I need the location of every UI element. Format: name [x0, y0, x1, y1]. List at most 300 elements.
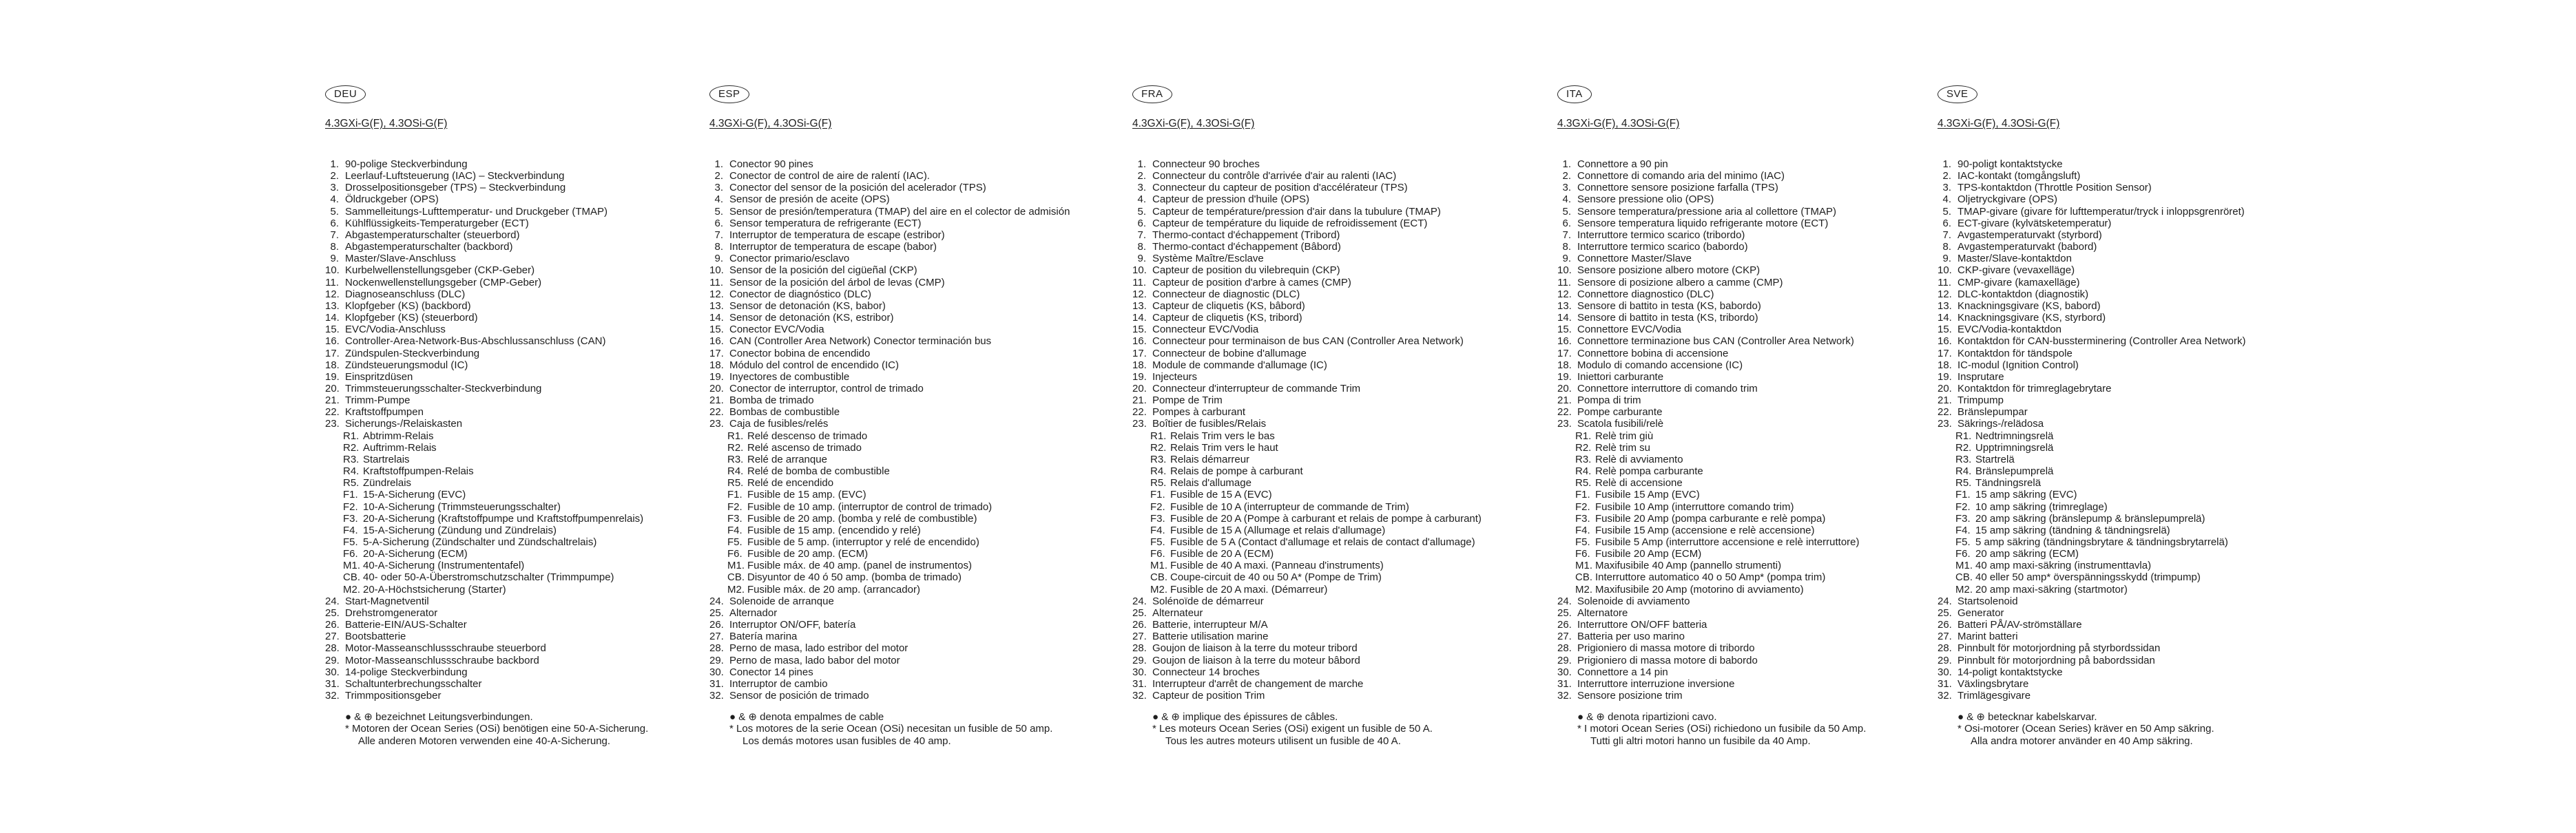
legend-number: 15.: [1132, 324, 1147, 336]
legend-item: [325, 241, 711, 253]
legend-number: 22.: [1557, 406, 1572, 419]
legend-text: Pompa di trim: [1577, 394, 1641, 407]
legend-text: Connettore EVC/Vodia: [1577, 324, 1681, 336]
legend-item: [325, 229, 711, 241]
legend-text: Alternateur: [1152, 607, 1203, 619]
legend-number: 1.: [1562, 158, 1571, 170]
legend-text: Fusible de 5 A (Contact d'allumage et relais de contact d'allumage): [1170, 536, 1475, 548]
legend-subitem: [709, 536, 1095, 548]
legend-text: Pompe de Trim: [1152, 394, 1223, 407]
legend-subitem: [1132, 454, 1518, 465]
legend-number: 15.: [1557, 324, 1572, 336]
legend-number: 29.: [325, 654, 340, 666]
legend-item: [709, 182, 1095, 193]
legend-number: 7.: [330, 229, 339, 241]
legend-number: 19.: [709, 370, 724, 383]
legend-text: Connettore interruttore di comando trim: [1577, 382, 1758, 394]
legend-item: [325, 678, 711, 690]
legend-item: [325, 631, 711, 642]
fuse-note: * Osi-motorer (Ocean Series) kräver en 50 Amp säkring.: [1957, 723, 2214, 735]
legend-item: [325, 394, 711, 406]
legend-text: Sensore temperatura liquido refrigerante motore (ECT): [1577, 217, 1829, 229]
legend-text: Drosselpositionsgeber (TPS) – Steckverbindung: [345, 182, 566, 194]
legend-number: 3.: [1942, 182, 1951, 194]
legend-text: Interruptor de temperatura de escape (babor): [729, 241, 937, 253]
legend-text: Relè di accensione: [1595, 477, 1683, 489]
legend-number: 14.: [1557, 312, 1572, 324]
fuse-note: * Motoren der Ocean Series (OSi) benötigen eine 50-A-Sicherung.: [345, 723, 649, 735]
legend-number: 17.: [325, 347, 340, 359]
legend-number: 21.: [325, 394, 340, 407]
legend-text: Sensor de la posición del árbol de levas (CMP): [729, 276, 945, 288]
legend-number: 21.: [709, 394, 724, 407]
legend-number: 1.: [1137, 158, 1146, 170]
legend-item: [1938, 312, 2323, 324]
legend-text: 20-A-Sicherung (Kraftstoffpumpe und Kraftstoffpumpenrelais): [363, 512, 644, 525]
legend-text: Bombas de combustible: [729, 406, 840, 419]
legend-item: [709, 241, 1095, 253]
legend-number: 30.: [1557, 666, 1572, 678]
legend-number: 16.: [1132, 335, 1147, 348]
legend-text: Connettore a 90 pin: [1577, 158, 1668, 170]
legend-number: 27.: [1557, 631, 1572, 643]
legend-number: 3.: [1562, 182, 1571, 194]
legend-item: [709, 206, 1095, 218]
legend-text: TMAP-givare (givare för lufttemperatur/tryck i inloppsgrenröret): [1957, 205, 2245, 218]
legend-item: [325, 277, 711, 288]
legend-item: [325, 253, 711, 264]
legend-number: 20.: [709, 382, 724, 394]
legend-number: 7.: [1942, 229, 1951, 241]
legend-text: IAC-kontakt (tomgångsluft): [1957, 170, 2081, 182]
legend-number: 4.: [1137, 193, 1146, 206]
legend-number: F6.: [343, 548, 358, 560]
legend-number: 18.: [709, 359, 724, 371]
legend-text: Relé de encendido: [747, 477, 834, 489]
legend-text: Sensor de presión/temperatura (TMAP) del aire en el colector de admisión: [729, 205, 1070, 218]
legend-number: CB.: [1575, 571, 1593, 584]
legend-number: 13.: [1557, 299, 1572, 312]
language-badge: ITA: [1557, 85, 1592, 103]
legend-number: 30.: [1132, 666, 1147, 678]
legend-text: Capteur de température du liquide de refroidissement (ECT): [1152, 217, 1428, 229]
legend-item: [325, 206, 711, 218]
legend-number: 10.: [1132, 264, 1147, 277]
legend-subitem: [709, 477, 1095, 489]
legend-item: [1938, 666, 2323, 678]
legend-number: F3.: [343, 512, 358, 525]
legend-number: 22.: [709, 406, 724, 419]
legend-text: Connecteur d'interrupteur de commande Trim: [1152, 382, 1361, 394]
legend-text: Abtrimm-Relais: [363, 430, 434, 442]
legend-number: 7.: [1562, 229, 1571, 241]
legend-item: [1557, 158, 1943, 170]
legend-number: 20.: [1557, 382, 1572, 394]
legend-item: [1557, 229, 1943, 241]
legend-text: Bomba de trimado: [729, 394, 814, 407]
legend-item: [325, 371, 711, 383]
legend-item: [1938, 324, 2323, 335]
legend-number: 19.: [1132, 370, 1147, 383]
legend-subitem: [325, 513, 711, 525]
legend-number: 32.: [1132, 690, 1147, 702]
legend-text: Connecteur du contrôle d'arrivée d'air au ralenti (IAC): [1152, 170, 1397, 182]
legend-item: [1938, 335, 2323, 347]
legend-text: Batteria per uso marino: [1577, 631, 1685, 643]
legend-item: [325, 655, 711, 666]
legend-number: 22.: [1938, 406, 1952, 419]
legend-number: 8.: [714, 241, 723, 253]
legend-item: [1557, 218, 1943, 229]
legend-item: [325, 193, 711, 205]
legend-text: Sensore di posizione albero a camme (CMP): [1577, 276, 1783, 288]
legend-number: 32.: [325, 690, 340, 702]
legend-number: 25.: [1132, 607, 1147, 619]
legend-item: [1132, 383, 1518, 394]
legend-item: [1557, 253, 1943, 264]
legend-item: [1938, 418, 2323, 430]
legend-number: F5.: [1955, 536, 1971, 548]
legend-number: 4.: [714, 193, 723, 206]
legend-subitem: [1557, 584, 1943, 595]
legend-number: R4.: [1575, 465, 1592, 478]
legend-subitem: [1938, 525, 2323, 536]
legend-text: Module de commande d'allumage (IC): [1152, 359, 1327, 371]
legend-text: Diagnoseanschluss (DLC): [345, 288, 466, 300]
legend-number: F2.: [1955, 500, 1971, 513]
legend-item: [709, 218, 1095, 229]
legend-text: Sensore di battito in testa (KS, babordo): [1577, 299, 1761, 312]
legend-item: [1557, 655, 1943, 666]
legend-item: [325, 335, 711, 347]
legend-text: Fusibile 15 Amp (EVC): [1595, 489, 1700, 501]
legend-text: Sensor de presión de aceite (OPS): [729, 193, 890, 206]
legend-item: [325, 666, 711, 678]
legend-subitem: [1557, 430, 1943, 442]
legend-number: 28.: [1132, 642, 1147, 655]
legend-text: 10-A-Sicherung (Trimmsteuerungsschalter): [363, 500, 561, 513]
legend-item: [1938, 218, 2323, 229]
legend-text: Fusible de 40 A maxi. (Panneau d'instruments): [1170, 560, 1384, 572]
legend-subitem: [1132, 513, 1518, 525]
legend-number: 2.: [330, 170, 339, 182]
legend-number: 18.: [325, 359, 340, 371]
legend-item: [709, 595, 1095, 607]
legend-number: 23.: [325, 418, 340, 430]
legend-text: Système Maître/Esclave: [1152, 253, 1264, 265]
legend-item: [1557, 607, 1943, 619]
legend-number: 3.: [1137, 182, 1146, 194]
legend-text: Relais de pompe à carburant: [1170, 465, 1303, 478]
legend-number: R5.: [1955, 477, 1972, 489]
legend-number: R3.: [1575, 453, 1592, 465]
legend-item: [1557, 170, 1943, 182]
legend-number: 15.: [1938, 324, 1952, 336]
legend-text: Relè pompa carburante: [1595, 465, 1703, 478]
legend-item: [1557, 193, 1943, 205]
legend-number: 8.: [1942, 241, 1951, 253]
legend-text: Batteri PÅ/AV-strömställare: [1957, 619, 2082, 631]
legend-number: 9.: [330, 253, 339, 265]
legend-text: Scatola fusibili/relè: [1577, 418, 1664, 430]
legend-number: R2.: [1150, 441, 1167, 454]
legend-text: Växlingsbrytare: [1957, 677, 2029, 690]
legend-number: M1.: [1575, 560, 1593, 572]
legend-subitem: [1132, 525, 1518, 536]
legend-text: Conector de interruptor, control de trimado: [729, 382, 924, 394]
legend-text: Maxifusibile 40 Amp (pannello strumenti): [1595, 560, 1782, 572]
legend-subitem: [1132, 501, 1518, 513]
legend-number: F2.: [1575, 500, 1590, 513]
legend-text: Knackningsgivare (KS, styrbord): [1957, 312, 2106, 324]
legend-text: Conector EVC/Vodia: [729, 324, 824, 336]
legend-text: Prigioniero di massa motore di babordo: [1577, 654, 1758, 666]
legend-number: F6.: [1150, 548, 1165, 560]
legend-subitem: [709, 560, 1095, 571]
legend-text: Zündspulen-Steckverbindung: [345, 347, 480, 359]
legend-text: Upptrimningsrelä: [1975, 441, 2054, 454]
legend-number: 12.: [709, 288, 724, 300]
legend-text: Conector bobina de encendido: [729, 347, 871, 359]
footnotes: [1132, 711, 1518, 746]
legend-list: [325, 158, 711, 702]
legend-text: CMP-givare (kamaxelläge): [1957, 276, 2080, 288]
legend-item: [1132, 394, 1518, 406]
legend-item: [709, 394, 1095, 406]
legend-item: [1938, 595, 2323, 607]
legend-item: [1938, 193, 2323, 205]
legend-number: M2.: [1575, 583, 1593, 595]
legend-subitem: [709, 571, 1095, 583]
legend-text: Fusible de 20 A maxi. (Démarreur): [1170, 583, 1328, 595]
legend-text: Trimmpositionsgeber: [345, 690, 442, 702]
legend-item: [1557, 206, 1943, 218]
column-deu: [325, 85, 711, 747]
legend-number: R3.: [1955, 453, 1972, 465]
legend-text: Connettore Master/Slave: [1577, 253, 1692, 265]
legend-number: 4.: [330, 193, 339, 206]
legend-item: [709, 678, 1095, 690]
legend-item: [1557, 383, 1943, 394]
legend-subitem: [1557, 525, 1943, 536]
legend-number: 7.: [714, 229, 723, 241]
legend-text: Leerlauf-Luftsteuerung (IAC) – Steckverbindung: [345, 170, 565, 182]
legend-text: CKP-givare (vevaxelläge): [1957, 264, 2075, 277]
legend-text: 15-A-Sicherung (Zündung und Zündrelais): [363, 524, 557, 536]
legend-number: 26.: [709, 619, 724, 631]
legend-number: 14.: [325, 312, 340, 324]
legend-item: [1132, 371, 1518, 383]
legend-number: F3.: [1955, 512, 1971, 525]
legend-number: 16.: [325, 335, 340, 348]
legend-number: R2.: [1955, 441, 1972, 454]
legend-number: 17.: [1557, 347, 1572, 359]
legend-text: Connettore sensore posizione farfalla (TPS): [1577, 182, 1778, 194]
legend-list: [1557, 158, 1943, 702]
splice-note: ● & ⊕ implique des épissures de câbles.: [1152, 711, 1338, 724]
legend-text: Pompes à carburant: [1152, 406, 1246, 419]
legend-number: 14.: [1938, 312, 1952, 324]
legend-subitem: [1557, 489, 1943, 500]
legend-item: [1557, 371, 1943, 383]
legend-number: 30.: [709, 666, 724, 678]
legend-text: Interrupteur d'arrêt de changement de marche: [1152, 677, 1364, 690]
legend-number: 29.: [1938, 654, 1952, 666]
legend-item: [1132, 218, 1518, 229]
legend-subitem: [325, 477, 711, 489]
legend-text: Sensore posizione albero motore (CKP): [1577, 264, 1760, 277]
legend-item: [325, 218, 711, 229]
legend-item: [1132, 300, 1518, 312]
legend-number: R1.: [1150, 430, 1167, 442]
legend-item: [1938, 241, 2323, 253]
model-heading: 4.3GXi-G(F), 4.3OSi-G(F): [1557, 118, 1680, 129]
legend-number: M2.: [1955, 583, 1973, 595]
legend-item: [1132, 359, 1518, 371]
legend-item: [325, 288, 711, 300]
legend-number: 20.: [325, 382, 340, 394]
legend-item: [1938, 229, 2323, 241]
legend-text: 15 amp säkring (EVC): [1975, 489, 2077, 501]
legend-text: CAN (Controller Area Network) Conector terminación bus: [729, 335, 992, 348]
legend-number: 24.: [1557, 595, 1572, 607]
legend-number: 22.: [1132, 406, 1147, 419]
legend-number: 27.: [709, 631, 724, 643]
legend-subitem: [1938, 489, 2323, 500]
legend-item: [1132, 158, 1518, 170]
legend-text: Controller-Area-Network-Bus-Abschlussanschluss (CAN): [345, 335, 606, 348]
legend-text: 40-A-Sicherung (Instrumententafel): [363, 560, 525, 572]
legend-item: [709, 607, 1095, 619]
legend-number: 19.: [1938, 370, 1952, 383]
legend-text: Kontaktdon för tändspole: [1957, 347, 2073, 359]
legend-number: 16.: [1938, 335, 1952, 348]
legend-number: 2.: [1137, 170, 1146, 182]
legend-subitem: [1938, 454, 2323, 465]
legend-subitem: [1132, 536, 1518, 548]
legend-text: 20-A-Sicherung (ECM): [363, 548, 468, 560]
legend-text: Solenoide de arranque: [729, 595, 834, 607]
column-esp: [709, 85, 1095, 747]
legend-number: 21.: [1557, 394, 1572, 407]
legend-item: [1132, 253, 1518, 264]
legend-text: Fusible de 20 amp. (ECM): [747, 548, 869, 560]
legend-number: 31.: [1557, 677, 1572, 690]
legend-item: [1938, 607, 2323, 619]
legend-item: [325, 182, 711, 193]
legend-item: [1132, 264, 1518, 276]
legend-subitem: [1938, 430, 2323, 442]
legend-text: Batería marina: [729, 631, 798, 643]
legend-number: R4.: [343, 465, 360, 478]
legend-text: Sensor de detonación (KS, babor): [729, 299, 886, 312]
legend-number: 19.: [325, 370, 340, 383]
legend-subitem: [325, 501, 711, 513]
legend-item: [325, 418, 711, 430]
legend-number: 10.: [1938, 264, 1952, 277]
legend-subitem: [709, 489, 1095, 500]
legend-number: 1.: [1942, 158, 1951, 170]
legend-number: 11.: [1132, 276, 1146, 288]
legend-item: [325, 312, 711, 324]
column-fra: [1132, 85, 1518, 747]
fuse-note: * Los motores de la serie Ocean (OSi) necesitan un fusible de 50 amp.: [729, 723, 1053, 735]
legend-item: [1938, 678, 2323, 690]
legend-text: Relè di avviamento: [1595, 453, 1683, 465]
legend-number: 19.: [1557, 370, 1572, 383]
legend-text: Fusible de 10 amp. (interruptor de control de trimado): [747, 500, 993, 513]
legend-number: 27.: [325, 631, 340, 643]
legend-subitem: [1938, 584, 2323, 595]
legend-subitem: [325, 584, 711, 595]
legend-item: [1557, 335, 1943, 347]
legend-subitem: [709, 513, 1095, 525]
legend-item: [1557, 690, 1943, 702]
column-sve: [1938, 85, 2323, 747]
legend-number: R2.: [343, 441, 360, 454]
legend-number: 23.: [1132, 418, 1147, 430]
legend-item: [1938, 158, 2323, 170]
legend-number: 23.: [1557, 418, 1572, 430]
legend-number: 31.: [709, 677, 724, 690]
legend-item: [1938, 253, 2323, 264]
legend-text: Perno de masa, lado estribor del motor: [729, 642, 908, 655]
legend-text: Kurbelwellenstellungsgeber (CKP-Geber): [345, 264, 535, 277]
legend-item: [325, 690, 711, 702]
legend-text: Interruttore termico scarico (babordo): [1577, 241, 1748, 253]
legend-text: Batterie-EIN/AUS-Schalter: [345, 619, 467, 631]
legend-number: 32.: [1557, 690, 1572, 702]
legend-text: Goujon de liaison à la terre du moteur tribord: [1152, 642, 1358, 655]
legend-number: 6.: [714, 217, 723, 229]
legend-text: Sicherungs-/Relaiskasten: [345, 418, 463, 430]
legend-number: 18.: [1557, 359, 1572, 371]
legend-item: [709, 288, 1095, 300]
legend-item: [1132, 335, 1518, 347]
legend-item: [1557, 406, 1943, 418]
legend-number: F1.: [343, 489, 358, 501]
legend-number: 10.: [709, 264, 724, 277]
legend-item: [325, 406, 711, 418]
legend-number: R2.: [1575, 441, 1592, 454]
legend-item: [709, 642, 1095, 654]
legend-subitem: [1557, 560, 1943, 571]
legend-item: [709, 170, 1095, 182]
legend-text: Conector primario/esclavo: [729, 253, 850, 265]
legend-item: [1132, 418, 1518, 430]
legend-text: Relé ascenso de trimado: [747, 441, 862, 454]
legend-text: Fusibile 20 Amp (ECM): [1595, 548, 1702, 560]
legend-text: Insprutare: [1957, 370, 2004, 383]
legend-text: Kraftstoffpumpen: [345, 406, 424, 419]
legend-text: Trimpump: [1957, 394, 2004, 407]
legend-text: Startrelä: [1975, 453, 2015, 465]
legend-number: 32.: [1938, 690, 1952, 702]
legend-text: Fusible de 20 A (Pompe à carburant et relais de pompe à carburant): [1170, 512, 1482, 525]
legend-number: 7.: [1137, 229, 1146, 241]
legend-number: R1.: [1955, 430, 1972, 442]
legend-text: Relè trim su: [1595, 441, 1651, 454]
legend-text: IC-modul (Ignition Control): [1957, 359, 2079, 371]
legend-number: 23.: [1938, 418, 1952, 430]
legend-text: Motor-Masseanschlussschraube steuerbord: [345, 642, 546, 655]
legend-text: 40 eller 50 amp* överspänningsskydd (trimpump): [1975, 571, 2201, 584]
legend-number: 30.: [325, 666, 340, 678]
legend-text: Zündrelais: [363, 477, 412, 489]
legend-number: 17.: [1132, 347, 1147, 359]
legend-text: Nedtrimningsrelä: [1975, 430, 2054, 442]
legend-number: 24.: [1938, 595, 1952, 607]
